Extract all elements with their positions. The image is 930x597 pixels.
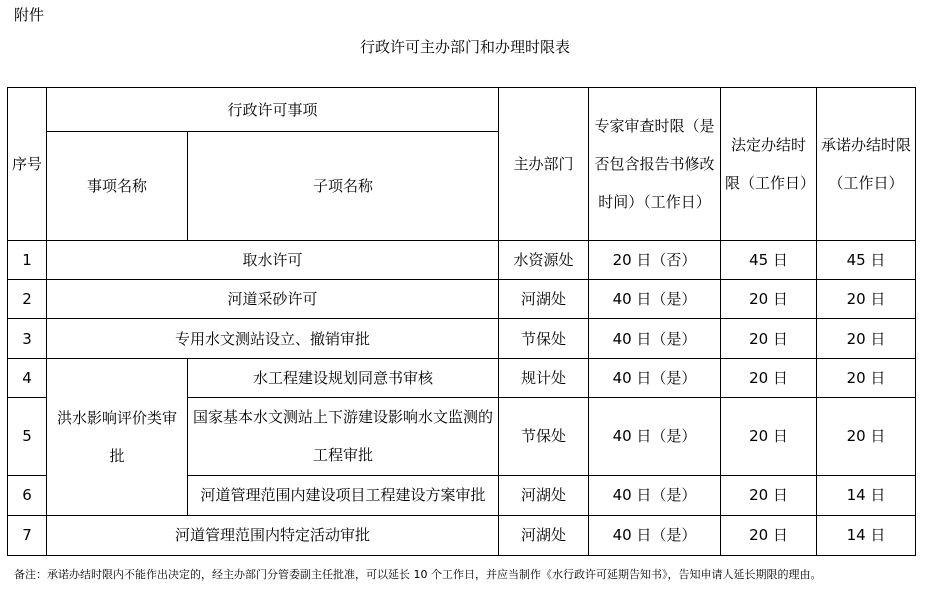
cell-legal: 20 日 (721, 319, 817, 358)
cell-sub: 国家基本水文测站上下游建设影响水文监测的工程审批 (188, 397, 499, 475)
header-seq: 序号 (8, 88, 47, 241)
cell-seq: 6 (8, 475, 47, 515)
cell-promise: 20 日 (817, 397, 916, 475)
table-row (8, 319, 916, 358)
cell-legal: 20 日 (721, 280, 817, 319)
table-row (8, 241, 916, 280)
cell-seq: 3 (8, 319, 47, 358)
cell-matter: 河道采砂许可 (47, 280, 499, 319)
cell-dept: 节保处 (499, 319, 589, 358)
header-sub-name: 子项名称 (188, 132, 499, 241)
cell-dept: 规计处 (499, 358, 589, 397)
cell-legal: 20 日 (721, 397, 817, 475)
cell-matter: 取水许可 (47, 241, 499, 280)
permit-table (7, 87, 916, 556)
annex-label: 附件 (14, 6, 45, 24)
cell-promise: 14 日 (817, 475, 916, 515)
cell-promise: 45 日 (817, 241, 916, 280)
header-expert: 专家审查时限（是否包含报告书修改时间）（工作日） (589, 88, 721, 241)
cell-expert: 40 日（是） (589, 280, 721, 319)
header-dept: 主办部门 (499, 88, 589, 241)
cell-legal: 20 日 (721, 358, 817, 397)
cell-promise: 14 日 (817, 515, 916, 555)
header-legal: 法定办结时限（工作日） (721, 88, 817, 241)
header-matter-group: 行政许可事项 (47, 88, 499, 132)
cell-sub: 河道管理范围内建设项目工程建设方案审批 (188, 475, 499, 515)
cell-matter: 河道管理范围内特定活动审批 (47, 515, 499, 555)
cell-legal: 20 日 (721, 475, 817, 515)
cell-dept: 河湖处 (499, 280, 589, 319)
cell-dept: 河湖处 (499, 515, 589, 555)
table-row (8, 515, 916, 555)
cell-seq: 7 (8, 515, 47, 555)
header-row (8, 88, 916, 132)
cell-legal: 20 日 (721, 515, 817, 555)
document-title: 行政许可主办部门和办理时限表 (359, 38, 570, 56)
cell-dept: 节保处 (499, 397, 589, 475)
cell-expert: 40 日（是） (589, 358, 721, 397)
cell-sub: 水工程建设规划同意书审核 (188, 358, 499, 397)
table-row (8, 358, 916, 397)
header-matter-name: 事项名称 (47, 132, 188, 241)
cell-seq: 1 (8, 241, 47, 280)
cell-matter: 洪水影响评价类审批 (47, 358, 188, 515)
footnote: 备注：承诺办结时限内不能作出决定的，经主办部门分管委副主任批准，可以延长 10 个工作日，并应当制作《水行政许可延期告知书》，告知申请人延长期限的理由。 (14, 568, 822, 581)
cell-promise: 20 日 (817, 280, 916, 319)
cell-expert: 40 日（是） (589, 397, 721, 475)
cell-legal: 45 日 (721, 241, 817, 280)
cell-promise: 20 日 (817, 319, 916, 358)
cell-expert: 40 日（是） (589, 475, 721, 515)
cell-seq: 5 (8, 397, 47, 475)
cell-dept: 水资源处 (499, 241, 589, 280)
cell-dept: 河湖处 (499, 475, 589, 515)
cell-seq: 2 (8, 280, 47, 319)
table-row (8, 280, 916, 319)
cell-matter: 专用水文测站设立、撤销审批 (47, 319, 499, 358)
cell-expert: 20 日（否） (589, 241, 721, 280)
cell-expert: 40 日（是） (589, 515, 721, 555)
cell-seq: 4 (8, 358, 47, 397)
header-promise: 承诺办结时限（工作日） (817, 88, 916, 241)
cell-promise: 20 日 (817, 358, 916, 397)
cell-expert: 40 日（是） (589, 319, 721, 358)
